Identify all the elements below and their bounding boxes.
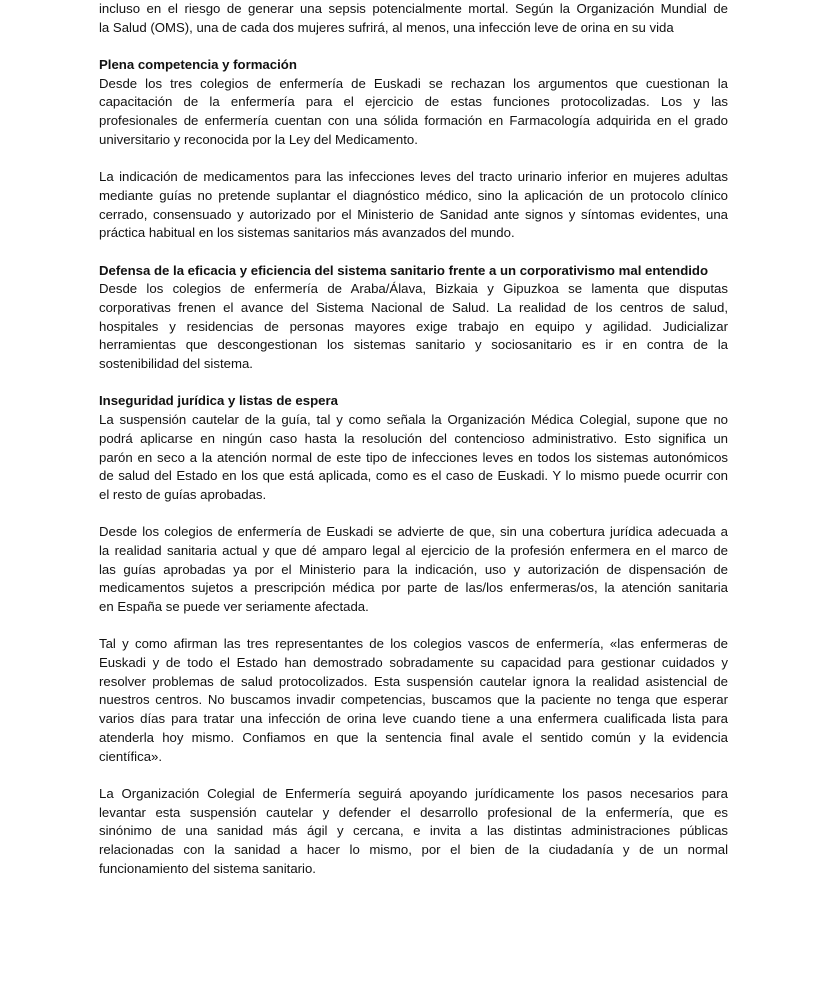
text-line: Desde los tres colegios de enfermería de Euskadi se rechazan los argumentos que cuestionan la [99,75,728,91]
text-line: resolver problemas de salud protocolizados. Esta suspensión cautelar ignora la realidad asistencial de [99,673,728,689]
text-line: en España se puede ver seriamente afectada. [99,599,369,614]
text-line: mediante guías no pretende suplantar el diagnóstico médico, sino la aplicación de un protocolo clínico [99,187,728,203]
text-line: la Salud (OMS), una de cada dos mujeres sufrirá, al menos, una infección leve de orina en su vida [99,19,674,35]
section-heading: Inseguridad jurídica y listas de espera [99,393,338,409]
text-line: sinónimo de una sanidad más ágil y cercana, e invita a las distintas administraciones públicas [99,823,728,839]
section-competencia [99,56,728,149]
text-line: práctica habitual en los sistemas sanitarios más avanzados del mundo. [99,225,515,241]
text-line: incluso en el riesgo de generar una sepsis potencialmente mortal. Según la Organización Mundial de [99,1,728,16]
text-line: las guías aprobadas ya por el Ministerio para la indicación, uso y autorización de dispensación de [99,561,728,577]
paragraph-advertencia [99,523,728,616]
section-heading: Plena competencia y formación [99,57,297,73]
text-line: parón en seco a la atención normal de este tipo de infecciones leves en todos los sistemas autonómicos [99,449,728,465]
text-line: profesionales de enfermería cuentan con una sólida formación en Farmacología adquirida en el grado [99,113,728,129]
text-line: La Organización Colegial de Enfermería seguirá apoyando jurídicamente los pasos necesarios para [99,785,728,801]
text-line: capacitación de la enfermería para el ejercicio de estas funciones protocolizadas. Los y las [99,94,728,110]
text-line: hospitales y residencias de personas mayores exige trabajo en equipo y agilidad. Judicializar [99,318,728,334]
section-heading: Defensa de la eficacia y eficiencia del sistema sanitario frente a un corporativismo mal entendido [99,262,709,278]
text-line: levantar esta suspensión cautelar y defender el desarrollo profesional de la enfermería, que es [99,804,728,820]
text-line: atenderla hoy mismo. Confiamos en que la sentencia final avale el sentido común y la evidencia [99,729,728,745]
text-line: Desde los colegios de enfermería de Euskadi se advierte de que, sin una cobertura jurídica adecuada a [99,524,728,540]
paragraph-cita [99,635,728,766]
text-line: sostenibilidad del sistema. [99,356,253,372]
text-line: nuestros centros. No buscamos invadir competencias, buscamos que la paciente no tenga que esperar [99,692,728,708]
text-line: Desde los colegios de enfermería de Araba/Álava, Bizkaia y Gipuzkoa se lamenta que disputas [99,281,728,297]
text-line: universitario y reconocida por la Ley del Medicamento. [99,131,418,147]
text-line: funcionamiento del sistema sanitario. [99,860,316,876]
text-line: herramientas que descongestionan los sistemas sanitario y sociosanitario es ir en contra de la [99,337,728,353]
text-line: cerrado, consensuado y autorizado por el Ministerio de Sanidad ante signos y síntomas evidentes, una [99,206,728,222]
text-line: de salud del Estado en los que está aplicada, como es el caso de Euskadi. Y lo mismo puede ocurrir con [99,468,728,484]
text-line: La suspensión cautelar de la guía, tal y como señala la Organización Médica Colegial, supone que no [99,412,728,428]
text-line: medicamentos sujetos a prescripción médica por parte de las/los enfermeras/os, la atención sanitaria [99,580,728,596]
text-line: Tal y como afirman las tres representantes de los colegios vascos de enfermería, «las enfermeras de [99,636,728,652]
text-line: podrá aplicarse en ningún caso hasta la resolución del contencioso administrativo. Esto significa un [99,430,728,446]
text-line: el resto de guías aprobadas. [99,486,267,502]
paragraph-indicacion [99,168,728,243]
text-line: científica». [99,748,163,764]
section-defensa [99,262,728,374]
text-line: corporativas frenen el avance del Sistema Nacional de Salud. La realidad de los centros de salud, [99,300,728,315]
text-line: Euskadi y de todo el Estado han demostrado sobradamente su capacidad para gestionar cuidados y [99,655,728,671]
text-line: La indicación de medicamentos para las infecciones leves del tracto urinario inferior en mujeres adultas [99,169,728,185]
text-line: varios días para tratar una infección de orina leve cuando tiene a una enfermera cualificada lista para [99,711,728,727]
paragraph-conclusion [99,785,728,878]
document-page [99,0,728,878]
section-inseguridad [99,392,728,504]
text-line: la realidad sanitaria actual y que dé amparo legal al ejercicio de la profesión enfermera en el marco de [99,542,728,558]
text-line: relacionadas con la sanidad a hacer lo mismo, por el bien de la ciudadanía y de un normal [99,841,728,857]
paragraph-intro [99,0,728,37]
